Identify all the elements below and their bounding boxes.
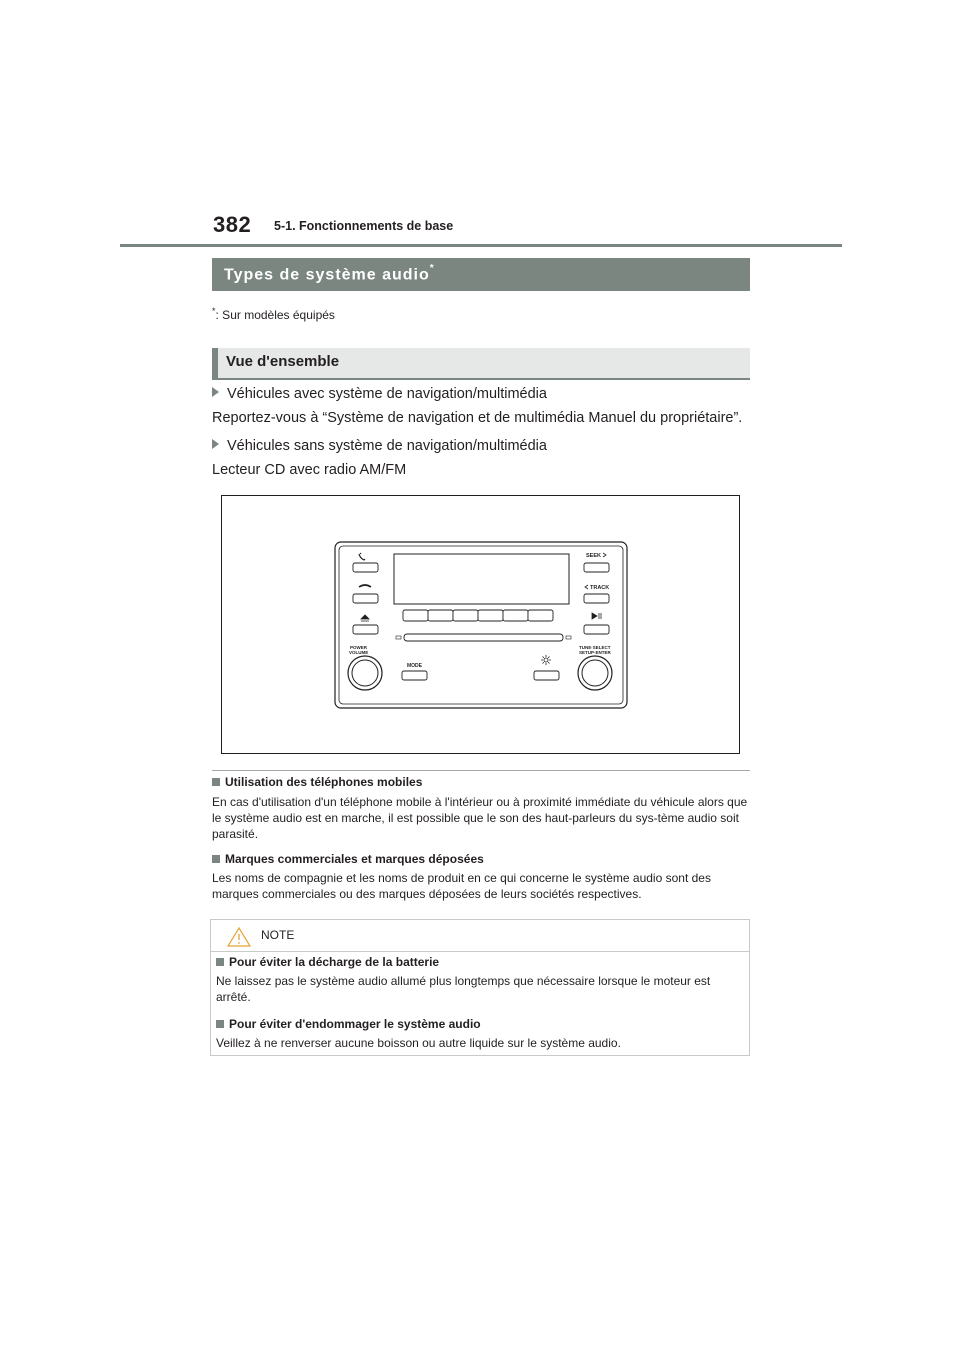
- power-volume-knob: [348, 656, 382, 690]
- square-bullet-icon: [212, 855, 220, 863]
- notice-box: [210, 919, 750, 1056]
- notice-heading-damage: [216, 1016, 741, 1032]
- notice-heading-battery: [216, 954, 741, 970]
- warning-triangle-icon: [226, 926, 252, 948]
- tune-select-knob: [578, 656, 612, 690]
- square-bullet-icon: [216, 1020, 224, 1028]
- setup-enter-label: SETUP·ENTER: [579, 650, 611, 655]
- play-pause-button: [584, 625, 609, 634]
- track-button: [584, 594, 609, 603]
- tune-select-label: TUNE·SELECT: [579, 645, 611, 650]
- cd-slot: [404, 634, 563, 641]
- subheading-accent: [212, 348, 218, 378]
- hangup-button: [353, 594, 378, 603]
- preset-buttons: [403, 610, 553, 621]
- title-footnote-marker: *: [429, 263, 435, 274]
- seek-label: SEEK: [586, 553, 601, 559]
- note-text-mobile: En cas d'utilisation d'un téléphone mobile à l'intérieur ou à proximité immédiate du véhicule alors que le système audio est en marche, il est possible que le son des haut-parleurs du sys-tème audio soit parasité.: [212, 795, 748, 841]
- page-title: [224, 265, 435, 284]
- section-divider: [212, 770, 750, 771]
- notice-label: NOTE: [261, 928, 295, 942]
- paragraph-cd-player: Lecteur CD avec radio AM/FM: [212, 462, 407, 478]
- audio-unit-illustration: [222, 496, 741, 755]
- list-item-without-nav: [212, 438, 547, 454]
- paragraph-reference: Reportez-vous à “Système de navigation et de multimédia Manuel du propriétaire”.: [212, 410, 743, 426]
- list-item-without-nav-text: Véhicules sans système de navigation/multimédia: [227, 438, 547, 454]
- square-bullet-icon: [212, 778, 220, 786]
- track-label: TRACK: [590, 585, 610, 591]
- phone-button: [353, 563, 378, 572]
- note-heading-trademarks-text: Marques commerciales et marques déposées: [225, 852, 484, 866]
- note-heading-trademarks: [212, 852, 484, 866]
- footnote: [212, 306, 335, 322]
- notice-text-damage: Veillez à ne renverser aucune boisson ou autre liquide sur le système audio.: [216, 1036, 621, 1050]
- mode-label: MODE: [407, 663, 422, 669]
- page-title-text: Types de système audio: [224, 266, 430, 284]
- note-heading-mobile-text: Utilisation des téléphones mobiles: [225, 775, 423, 789]
- footnote-text: : Sur modèles équipés: [215, 308, 335, 322]
- note-heading-mobile: [212, 775, 422, 789]
- notice-header: [211, 920, 749, 952]
- notice-heading-damage-text: Pour éviter d'endommager le système audio: [229, 1017, 481, 1031]
- list-item-with-nav: [212, 386, 547, 402]
- audio-unit-figure: [221, 495, 740, 754]
- notice-heading-battery-text: Pour éviter la décharge de la batterie: [229, 955, 440, 969]
- subheading: Vue d'ensemble: [226, 353, 340, 370]
- triangle-bullet-icon: [212, 387, 219, 397]
- list-item-with-nav-text: Véhicules avec système de navigation/multimédia: [227, 386, 547, 402]
- note-text-trademarks: Les noms de compagnie et les noms de produit en ce qui concerne le système audio sont des marques commerciales ou des marques déposées de leurs sociétés respectives.: [212, 871, 711, 901]
- power-label: POWER: [350, 645, 368, 650]
- eject-button: [353, 625, 378, 634]
- subheading-band: [212, 348, 750, 380]
- notice-text-battery: Ne laissez pas le système audio allumé plus longtemps que nécessaire lorsque le moteur est arrêté.: [216, 974, 711, 1004]
- section-title: 5-1. Fonctionnements de base: [274, 219, 454, 233]
- header-divider: [120, 244, 842, 247]
- page-number: 382: [213, 212, 252, 237]
- square-bullet-icon: [216, 958, 224, 966]
- footnote-marker: *: [212, 306, 216, 316]
- volume-label: VOLUME: [349, 650, 369, 655]
- seek-button: [584, 563, 609, 572]
- triangle-bullet-icon: [212, 439, 219, 449]
- mode-button: [402, 671, 427, 680]
- title-band: [212, 258, 750, 291]
- display-button: [534, 671, 559, 680]
